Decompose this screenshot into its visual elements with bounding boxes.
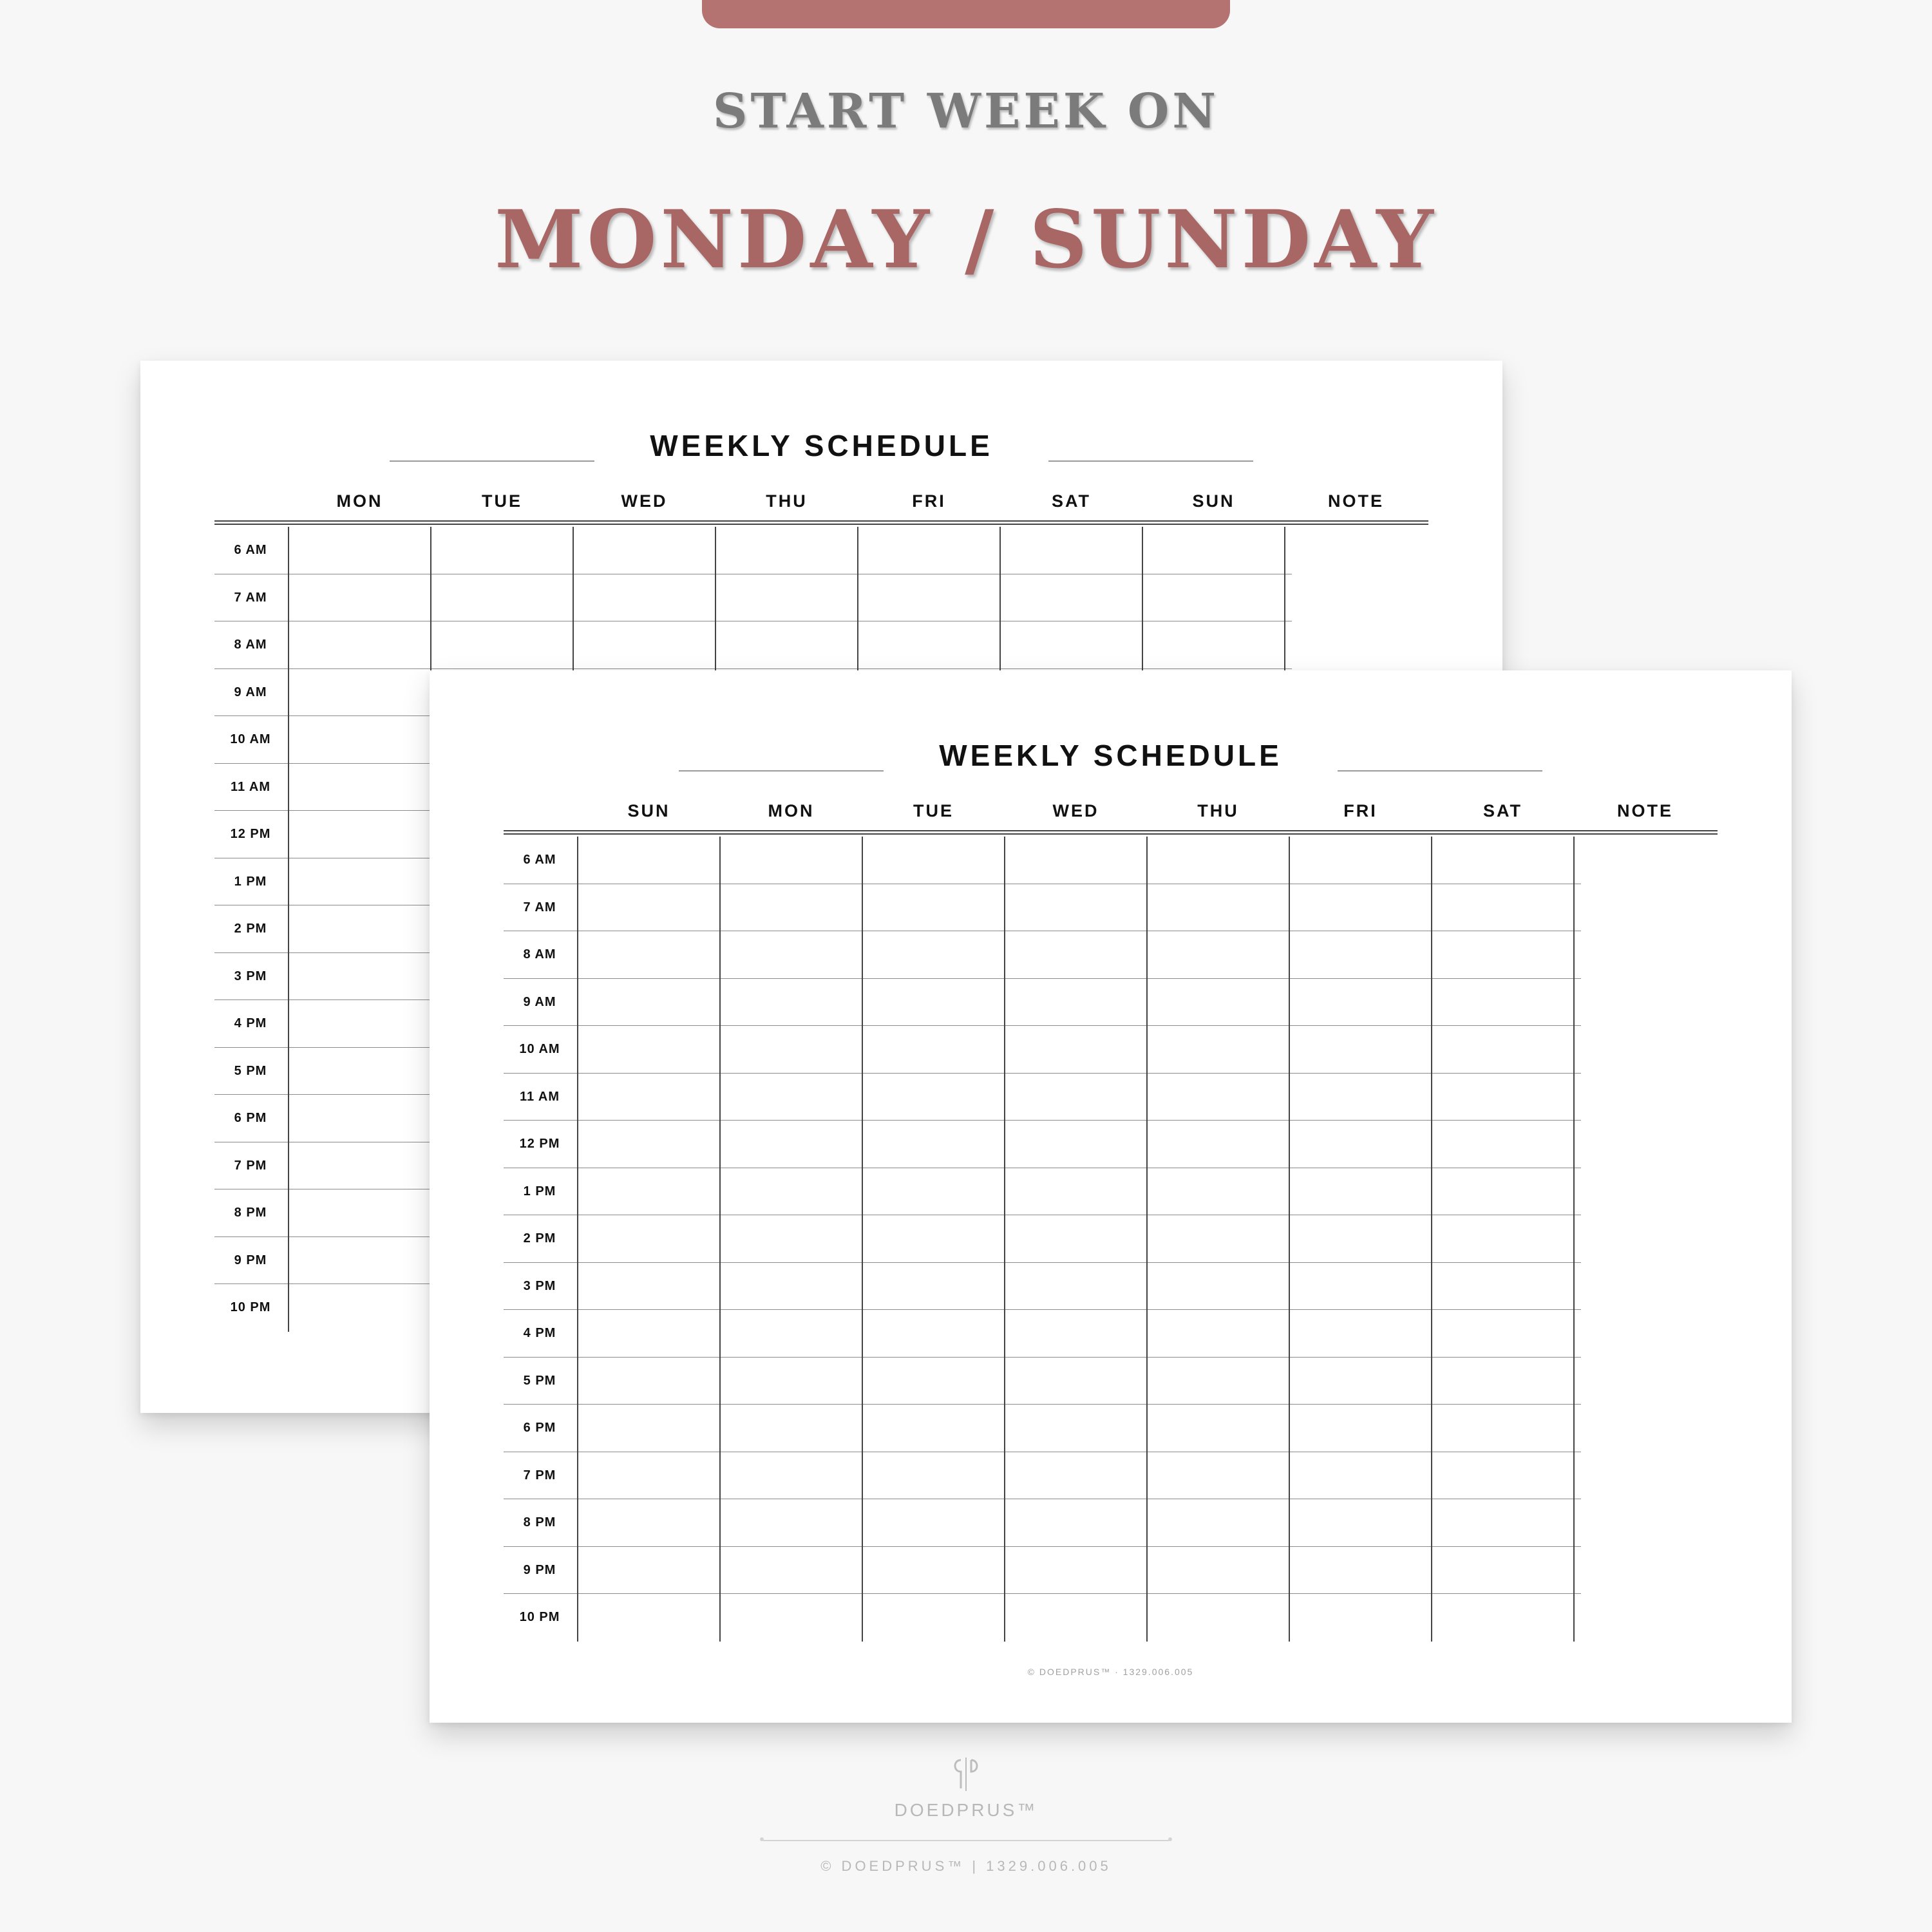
time-label: 7 AM [234, 590, 267, 605]
time-label: 7 PM [234, 1158, 267, 1173]
sheet-title: WEEKLY SCHEDULE [650, 429, 993, 462]
column-divider [577, 837, 578, 1642]
time-row [504, 1263, 1581, 1311]
column-divider [719, 837, 721, 1642]
day-header-6: SAT [1483, 801, 1522, 820]
time-row [214, 621, 1292, 669]
time-row [504, 884, 1581, 932]
sheet-footer: © DOEDPRUS™ · 1329.006.005 [1027, 1667, 1194, 1677]
brand-name: DOEDPRUS™ [894, 1800, 1038, 1820]
time-row [214, 574, 1292, 622]
header-double-rule [214, 520, 1428, 525]
time-label: 1 PM [523, 1184, 556, 1198]
time-row [504, 979, 1581, 1027]
title-blank-line-right [1338, 770, 1542, 772]
day-header-2: WED [621, 491, 668, 511]
time-row [504, 1310, 1581, 1358]
time-label: 2 PM [523, 1231, 556, 1245]
time-label: 6 AM [234, 543, 267, 557]
sheet-title: WEEKLY SCHEDULE [939, 739, 1282, 772]
headline-monday-sunday: MONDAY / SUNDAY [495, 193, 1437, 287]
time-row [504, 1168, 1581, 1216]
time-label: 11 AM [519, 1089, 560, 1104]
day-header-4: THU [1197, 801, 1239, 820]
time-label: 12 PM [519, 1137, 560, 1151]
day-header-4: FRI [912, 491, 946, 511]
day-header-5: FRI [1343, 801, 1378, 820]
time-row [504, 1074, 1581, 1121]
time-label: 9 PM [234, 1253, 267, 1267]
day-header-6: SUN [1192, 491, 1235, 511]
note-header: NOTE [1616, 801, 1673, 820]
day-header-3: WED [1052, 801, 1099, 820]
time-row [504, 1452, 1581, 1500]
time-label: 12 PM [230, 827, 271, 841]
brand-rule [763, 1840, 1169, 1841]
day-header-2: TUE [913, 801, 954, 820]
time-label: 11 AM [230, 779, 271, 794]
column-divider [1289, 837, 1290, 1642]
time-label: 7 AM [523, 900, 556, 914]
time-label: 3 PM [234, 969, 267, 983]
time-label: 8 PM [234, 1206, 267, 1220]
day-header-3: THU [766, 491, 808, 511]
header-double-rule [504, 830, 1718, 835]
column-divider [862, 837, 863, 1642]
day-header-0: MON [336, 491, 383, 511]
time-label: 10 PM [519, 1610, 560, 1624]
headline-start-week-on: START WEEK ON [713, 84, 1219, 139]
column-divider [1004, 837, 1005, 1642]
time-row [504, 1547, 1581, 1595]
day-header-1: TUE [482, 491, 522, 511]
note-header: NOTE [1327, 491, 1384, 511]
time-label: 3 PM [523, 1278, 556, 1293]
time-row [504, 1594, 1581, 1642]
time-label: 6 PM [234, 1111, 267, 1125]
time-row [504, 1026, 1581, 1074]
column-divider [1573, 837, 1575, 1642]
time-label: 4 PM [523, 1326, 556, 1340]
time-row [504, 837, 1581, 884]
time-label: 8 PM [523, 1515, 556, 1530]
time-label: 2 PM [234, 922, 267, 936]
time-label: 4 PM [234, 1016, 267, 1030]
time-label: 9 PM [523, 1562, 556, 1577]
column-divider [288, 527, 289, 1332]
time-label: 8 AM [234, 638, 267, 652]
time-row [504, 931, 1581, 979]
time-label: 10 AM [230, 732, 271, 746]
time-row [504, 1358, 1581, 1405]
time-label: 1 PM [234, 874, 267, 889]
column-divider [1431, 837, 1432, 1642]
time-label: 6 AM [523, 853, 556, 867]
time-label: 9 AM [523, 994, 556, 1009]
time-label: 10 PM [230, 1300, 271, 1314]
time-row [504, 1215, 1581, 1263]
brand-logo-icon [947, 1755, 985, 1794]
day-header-5: SAT [1052, 491, 1091, 511]
brand-rule-dot-right [1168, 1837, 1172, 1841]
time-label: 9 AM [234, 685, 267, 699]
brand-copyright: © DOEDPRUS™ | 1329.006.005 [820, 1858, 1112, 1874]
time-row [504, 1405, 1581, 1452]
time-label: 5 PM [234, 1063, 267, 1078]
time-label: 10 AM [519, 1042, 560, 1056]
top-accent-tab [702, 0, 1230, 28]
time-label: 8 AM [523, 947, 556, 961]
day-header-1: MON [768, 801, 815, 820]
time-label: 5 PM [523, 1373, 556, 1388]
weekly-schedule-sunday-start [430, 670, 1792, 1723]
time-label: 6 PM [523, 1421, 556, 1435]
title-blank-line-right [1048, 460, 1253, 462]
time-label: 7 PM [523, 1468, 556, 1482]
column-divider [1146, 837, 1148, 1642]
day-header-0: SUN [627, 801, 670, 820]
time-row [214, 527, 1292, 574]
time-row [504, 1121, 1581, 1168]
time-row [504, 1499, 1581, 1547]
